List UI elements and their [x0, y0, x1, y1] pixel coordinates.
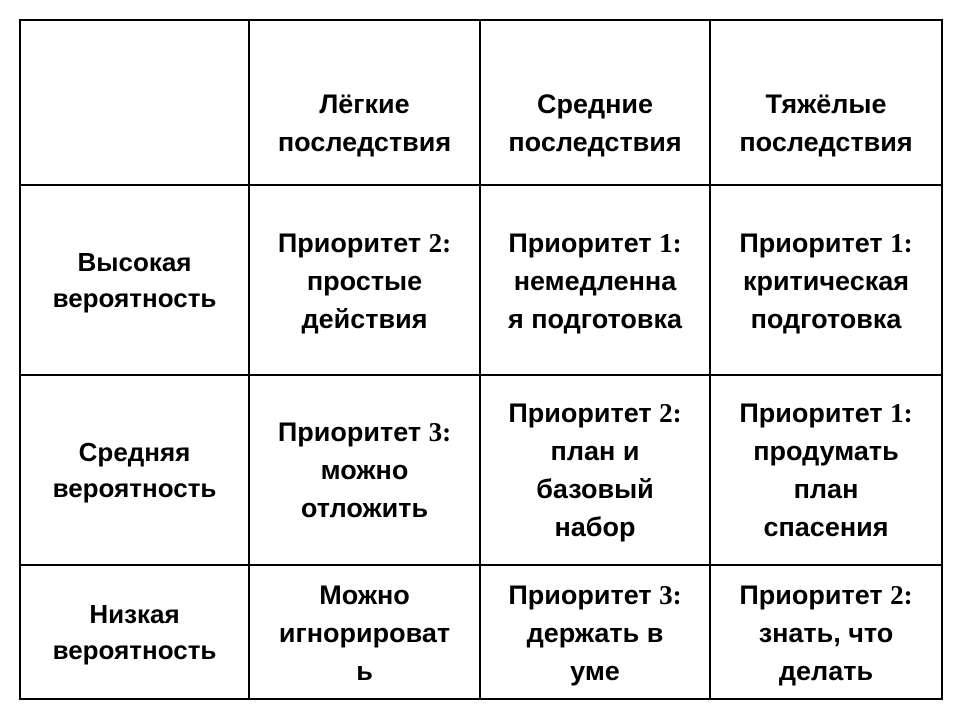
cell-high-severe: [711, 186, 943, 376]
cell-text: продумать: [753, 436, 899, 466]
risk-matrix-table: [19, 19, 943, 700]
header-text: Тяжёлые: [765, 88, 887, 119]
cell-text: спасения: [763, 512, 889, 542]
cell-text: уме: [570, 656, 620, 686]
priority-word: Приоритет: [277, 228, 422, 258]
cell-text: простые: [306, 266, 423, 296]
cell-high-medium: [481, 186, 711, 376]
cell-text: делать: [778, 656, 874, 686]
priority-number: 3:: [428, 417, 452, 447]
cell-text: держать в: [526, 618, 664, 648]
row-label-text: вероятность: [52, 283, 217, 313]
header-text: последствия: [508, 126, 682, 157]
priority-word: Приоритет: [508, 398, 652, 428]
cell-low-severe: [711, 566, 943, 700]
cell-text: отложить: [300, 493, 429, 523]
header-text: последствия: [739, 126, 913, 157]
cell-text: план: [793, 474, 859, 504]
cell-text: базовый: [536, 474, 654, 504]
priority-line: [508, 394, 681, 432]
cell-low-medium: [481, 566, 711, 700]
cell-text: набор: [554, 512, 636, 542]
priority-line: [739, 576, 912, 614]
priority-line: [739, 394, 912, 432]
header-light-consequences: [250, 21, 481, 186]
priority-line: [278, 224, 451, 262]
cell-text: немедленна: [513, 266, 677, 296]
priority-line: [508, 224, 682, 262]
priority-number: 1:: [659, 228, 682, 258]
row-label-low-probability: [21, 566, 250, 700]
priority-line: [278, 413, 451, 451]
priority-word: Приоритет: [277, 417, 422, 447]
cell-high-light: [250, 186, 481, 376]
row-label-medium-probability: [21, 376, 250, 566]
row-label-text: вероятность: [52, 473, 217, 503]
cell-text: ь: [356, 656, 373, 686]
priority-number: 1:: [890, 398, 913, 428]
priority-word: Приоритет: [739, 228, 883, 258]
priority-word: Приоритет: [508, 580, 652, 610]
cell-text: знать, что: [758, 618, 894, 648]
priority-word: Приоритет: [739, 580, 883, 610]
priority-number: 3:: [659, 580, 682, 610]
priority-number: 2:: [428, 228, 452, 258]
cell-low-light: [250, 566, 481, 700]
cell-medium-light: [250, 376, 481, 566]
priority-number: 2:: [659, 398, 682, 428]
cell-medium-severe: [711, 376, 943, 566]
cell-text: игнорироват: [278, 618, 451, 648]
header-medium-consequences: [481, 21, 711, 186]
header-text: Средние: [536, 88, 654, 119]
row-label-high-probability: [21, 186, 250, 376]
cell-medium-medium: [481, 376, 711, 566]
cell-text: план и: [550, 436, 640, 466]
priority-line: [508, 576, 681, 614]
priority-word: Приоритет: [508, 228, 652, 258]
cell-text: можно: [320, 455, 409, 485]
cell-text: критическая: [742, 266, 910, 296]
row-label-text: вероятность: [52, 635, 217, 665]
row-label-text: Средняя: [78, 437, 191, 467]
cell-text: подготовка: [750, 304, 902, 334]
header-severe-consequences: [711, 21, 943, 186]
cell-text: я подготовка: [507, 304, 683, 334]
row-label-text: Высокая: [77, 247, 192, 277]
cell-text: действия: [301, 304, 428, 334]
cell-text: Можно: [319, 580, 410, 610]
header-text: Лёгкие: [319, 88, 410, 119]
priority-line: [739, 224, 912, 262]
row-label-text: Низкая: [89, 599, 180, 629]
corner-cell: [21, 21, 250, 186]
header-text: последствия: [277, 126, 452, 157]
priority-number: 2:: [890, 580, 913, 610]
priority-word: Приоритет: [739, 398, 883, 428]
priority-number: 1:: [890, 228, 913, 258]
